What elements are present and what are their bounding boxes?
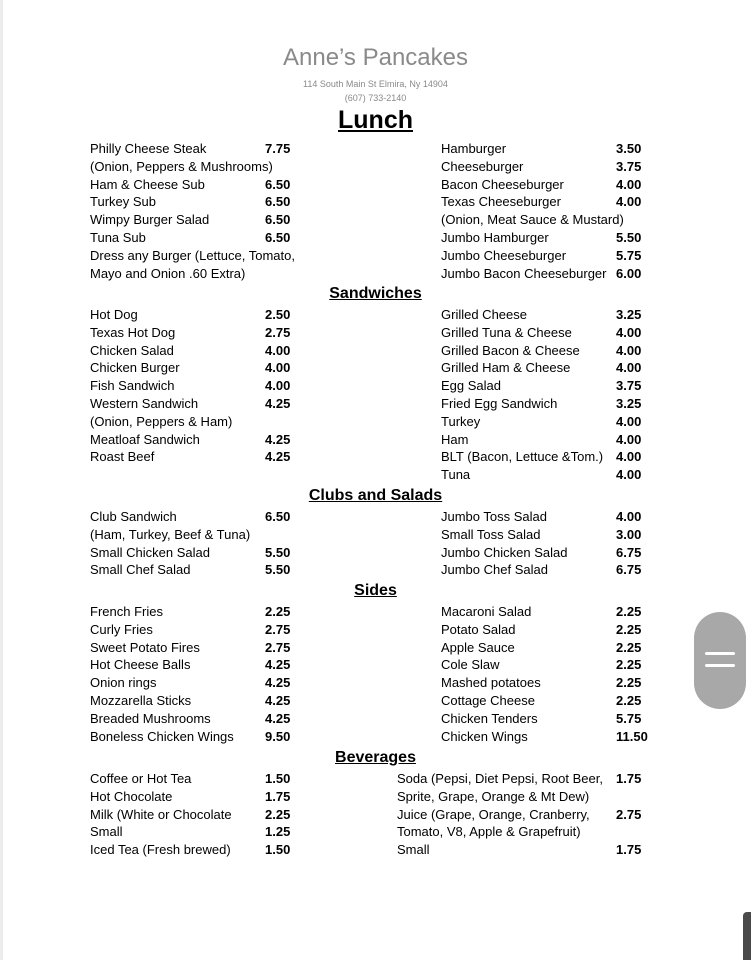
menu-item-name: Small Chicken Salad	[90, 544, 210, 560]
menu-item-name: Jumbo Bacon Cheeseburger	[441, 265, 607, 281]
menu-item-price: 2.25	[616, 604, 642, 619]
menu-item-name: Breaded Mushrooms	[90, 710, 211, 726]
menu-item-price: 2.75	[265, 324, 291, 340]
menu-item-price: 1.75	[616, 771, 642, 786]
menu-item-price: 5.50	[616, 229, 642, 245]
menu-item-price: 6.75	[616, 544, 642, 560]
menu-item-name: Sprite, Grape, Orange & Mt Dew)	[397, 788, 590, 804]
menu-item-price: 2.75	[265, 621, 291, 637]
menu-item-price: 1.25	[265, 824, 291, 840]
menu-item-price: 5.50	[265, 562, 291, 578]
menu-item-name: Jumbo Cheeseburger	[441, 247, 567, 263]
menu-item-name: Hot Cheese Balls	[90, 657, 191, 673]
menu-item-price: 1.75	[265, 788, 291, 804]
menu-item-price: 2.25	[616, 692, 642, 708]
menu-item-name: Jumbo Toss Salad	[441, 509, 547, 524]
menu-item-name: Tuna	[441, 467, 471, 483]
menu-item-name: Mayo and Onion .60 Extra)	[90, 265, 246, 281]
menu-item-price: 3.00	[616, 526, 642, 542]
menu-item-name: Wimpy Burger Salad	[90, 212, 210, 228]
menu-item-name: Potato Salad	[441, 621, 516, 637]
menu-item-price: 2.25	[616, 657, 642, 673]
menu-item-price: 4.00	[265, 378, 291, 394]
menu-item-price: 2.25	[616, 621, 642, 637]
menu-item-name: Philly Cheese Steak	[90, 141, 207, 156]
section-heading-lunch: Lunch	[338, 106, 413, 134]
menu-item-name: Hot Dog	[90, 307, 138, 322]
menu-item-name: Small Chef Salad	[90, 562, 191, 578]
menu-item-price: 3.50	[616, 141, 642, 156]
menu-item-name: Mashed potatoes	[441, 675, 541, 691]
menu-item-price: 4.25	[265, 657, 291, 673]
menu-item-price: 5.75	[616, 247, 642, 263]
menu-item-price: 2.25	[616, 675, 642, 691]
menu-item-name: Coffee or Hot Tea	[90, 771, 192, 786]
menu-item-name: Hot Chocolate	[90, 788, 173, 804]
restaurant-address: 114 South Main St Elmira, Ny 14904	[303, 79, 448, 89]
menu-item-name: Grilled Ham & Cheese	[441, 360, 571, 376]
scroll-handle[interactable]	[694, 612, 746, 709]
menu-item-name: Tomato, V8, Apple & Grapefruit)	[397, 824, 581, 840]
menu-item-price: 4.25	[265, 449, 291, 465]
menu-item-price: 2.50	[265, 307, 291, 322]
menu-item-name: Small Toss Salad	[441, 526, 541, 542]
menu-item-price: 6.50	[265, 194, 291, 210]
menu-item-name: Chicken Salad	[90, 342, 174, 358]
menu-item-name: French Fries	[90, 604, 163, 619]
section-heading-clubs: Clubs and Salads	[308, 487, 443, 504]
menu-item-name: Roast Beef	[90, 449, 155, 465]
menu-item-name: (Onion, Meat Sauce & Mustard)	[441, 212, 624, 228]
menu-item-name: Texas Hot Dog	[90, 324, 176, 340]
menu-item-name: (Onion, Peppers & Ham)	[90, 413, 233, 429]
menu-item-price: 4.00	[616, 360, 642, 376]
menu-item-name: Chicken Tenders	[441, 710, 538, 726]
section-heading-sides: Sides	[354, 582, 397, 599]
menu-item-price: 11.50	[616, 728, 648, 744]
menu-item-name: Club Sandwich	[90, 509, 177, 524]
menu-item-name: Onion rings	[90, 675, 157, 691]
menu-item-price: 3.75	[616, 378, 642, 394]
window-corner	[743, 912, 751, 960]
menu-item-price: 4.00	[616, 176, 642, 192]
menu-item-name: Sweet Potato Fires	[90, 639, 200, 655]
menu-item-price: 4.00	[265, 360, 291, 376]
menu-item-name: Bacon Cheeseburger	[441, 176, 564, 192]
menu-item-price: 4.00	[616, 413, 642, 429]
menu-item-name: Cheeseburger	[441, 158, 524, 174]
menu-item-name: Fried Egg Sandwich	[441, 395, 558, 411]
menu-item-name: Cole Slaw	[441, 657, 500, 673]
page-edge	[0, 0, 3, 960]
menu-item-price: 6.75	[616, 562, 642, 578]
handle-grip-line-icon	[705, 652, 735, 655]
menu-item-price: 4.25	[265, 675, 291, 691]
menu-item-price: 1.75	[616, 842, 642, 858]
menu-item-name: Boneless Chicken Wings	[90, 728, 234, 744]
menu-item-price: 2.25	[265, 604, 291, 619]
menu-item-price: 4.00	[265, 342, 291, 358]
menu-item-name: Grilled Tuna & Cheese	[441, 324, 572, 340]
handle-grip-line-icon	[705, 664, 735, 667]
menu-item-name: Egg Salad	[441, 378, 501, 394]
menu-item-price: 5.75	[616, 710, 642, 726]
menu-item-name: Iced Tea (Fresh brewed)	[90, 842, 231, 858]
menu-item-name: Cottage Cheese	[441, 692, 535, 708]
menu-item-name: Mozzarella Sticks	[90, 692, 192, 708]
menu-item-price: 4.00	[616, 449, 642, 465]
menu-item-name: Chicken Wings	[441, 728, 528, 744]
menu-item-name: Dress any Burger (Lettuce, Tomato,	[90, 247, 295, 263]
menu-item-name: Small	[397, 842, 430, 858]
menu-item-price: 4.00	[616, 431, 642, 447]
menu-item-name: Macaroni Salad	[441, 604, 532, 619]
restaurant-phone: (607) 733-2140	[344, 93, 407, 103]
menu-item-price: 1.50	[265, 771, 291, 786]
menu-item-price: 4.25	[265, 692, 291, 708]
menu-item-price: 4.25	[265, 431, 291, 447]
menu-item-name: Apple Sauce	[441, 639, 515, 655]
menu-item-price: 6.50	[265, 229, 291, 245]
menu-item-name: Ham & Cheese Sub	[90, 176, 205, 192]
menu-item-price: 2.75	[265, 639, 291, 655]
menu-item-price: 4.00	[616, 509, 642, 524]
menu-item-name: Texas Cheeseburger	[441, 194, 561, 210]
menu-item-price: 4.00	[616, 342, 642, 358]
menu-item-price: 3.75	[616, 158, 642, 174]
menu-item-name: Jumbo Hamburger	[441, 229, 549, 245]
menu-item-name: BLT (Bacon, Lettuce &Tom.)	[441, 449, 604, 465]
menu-item-price: 3.25	[616, 307, 642, 322]
menu-item-price: 6.00	[616, 265, 642, 281]
menu-item-price: 6.50	[265, 509, 291, 524]
menu-item-price: 6.50	[265, 212, 291, 228]
menu-item-name: (Onion, Peppers & Mushrooms)	[90, 158, 273, 174]
menu-item-price: 3.25	[616, 395, 642, 411]
menu-item-price: 6.50	[265, 176, 291, 192]
menu-item-price: 4.25	[265, 395, 291, 411]
menu-item-name: Milk (White or Chocolate	[90, 806, 232, 822]
menu-item-price: 9.50	[265, 728, 291, 744]
menu-item-name: Fish Sandwich	[90, 378, 175, 394]
menu-item-price: 5.50	[265, 544, 291, 560]
section-heading-beverages: Beverages	[335, 749, 416, 766]
menu-item-name: Grilled Bacon & Cheese	[441, 342, 580, 358]
menu-item-price: 7.75	[265, 141, 291, 156]
menu-item-name: Grilled Cheese	[441, 307, 527, 322]
menu-item-name: Turkey	[441, 413, 481, 429]
menu-item-name: Hamburger	[441, 141, 507, 156]
menu-item-price: 4.00	[616, 194, 642, 210]
menu-item-price: 4.25	[265, 710, 291, 726]
menu-item-name: Turkey Sub	[90, 194, 156, 210]
menu-item-price: 2.25	[265, 806, 291, 822]
restaurant-name: Anne’s Pancakes	[282, 44, 468, 71]
menu-item-name: Tuna Sub	[90, 229, 146, 245]
section-heading-sandwiches: Sandwiches	[329, 285, 422, 302]
menu-item-price: 2.75	[616, 806, 642, 822]
menu-item-name: Juice (Grape, Orange, Cranberry,	[397, 806, 590, 822]
menu-item-name: Jumbo Chicken Salad	[441, 544, 568, 560]
menu-item-name: Small	[90, 824, 123, 840]
menu-item-name: Western Sandwich	[90, 395, 199, 411]
menu-item-name: Ham	[441, 431, 469, 447]
menu-item-name: Curly Fries	[90, 621, 153, 637]
menu-item-price: 4.00	[616, 467, 642, 483]
menu-item-name: Soda (Pepsi, Diet Pepsi, Root Beer,	[397, 771, 603, 786]
menu-item-name: Meatloaf Sandwich	[90, 431, 200, 447]
menu-item-price: 4.00	[616, 324, 642, 340]
menu-item-name: Chicken Burger	[90, 360, 180, 376]
menu-item-name: Jumbo Chef Salad	[441, 562, 548, 578]
menu-item-price: 2.25	[616, 639, 642, 655]
menu-item-name: (Ham, Turkey, Beef & Tuna)	[90, 526, 251, 542]
menu-item-price: 1.50	[265, 842, 291, 858]
